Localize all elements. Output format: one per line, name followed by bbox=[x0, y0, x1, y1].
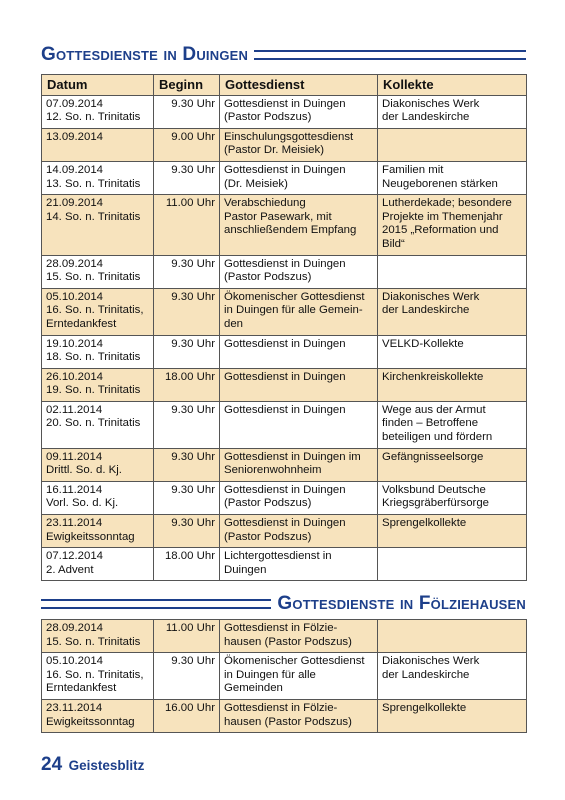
col-header-kollekte: Kollekte bbox=[378, 75, 527, 96]
cell-gottesdienst: Einschulungsgottesdienst (Pastor Dr. Meisiek) bbox=[220, 128, 378, 161]
table-row bbox=[42, 255, 527, 288]
cell-beginn: 9.30 Uhr bbox=[154, 288, 220, 335]
cell-datum: 23.11.2014 Ewigkeitssonntag bbox=[42, 515, 154, 548]
table-row bbox=[42, 448, 527, 481]
table-row bbox=[42, 481, 527, 514]
cell-beginn: 18.00 Uhr bbox=[154, 548, 220, 581]
table-row bbox=[42, 699, 527, 732]
cell-gottesdienst: Ökomenischer Gottesdienst in Duingen für alle Gemeinden bbox=[220, 653, 378, 700]
cell-gottesdienst: Gottesdienst in Duingen (Dr. Meisiek) bbox=[220, 161, 378, 194]
cell-datum: 05.10.2014 16. So. n. Trinitatis, Erntedankfest bbox=[42, 288, 154, 335]
table-row bbox=[42, 288, 527, 335]
cell-beginn: 9.30 Uhr bbox=[154, 95, 220, 128]
duingen-schedule-table bbox=[41, 74, 527, 581]
table-row bbox=[42, 368, 527, 401]
cell-kollekte: Lutherdekade; besondere Projekte im Themenjahr 2015 „Reformation und Bild“ bbox=[378, 195, 527, 255]
foelziehausen-schedule-table bbox=[41, 619, 527, 733]
table-row bbox=[42, 548, 527, 581]
cell-gottesdienst: Gottesdienst in Duingen (Pastor Podszus) bbox=[220, 481, 378, 514]
cell-datum: 23.11.2014 Ewigkeitssonntag bbox=[42, 699, 154, 732]
cell-datum: 07.12.2014 2. Advent bbox=[42, 548, 154, 581]
cell-kollekte: Sprengelkollekte bbox=[378, 515, 527, 548]
page-footer bbox=[41, 754, 144, 776]
cell-datum: 07.09.2014 12. So. n. Trinitatis bbox=[42, 95, 154, 128]
table-row bbox=[42, 653, 527, 700]
cell-datum: 14.09.2014 13. So. n. Trinitatis bbox=[42, 161, 154, 194]
cell-datum: 19.10.2014 18. So. n. Trinitatis bbox=[42, 335, 154, 368]
table-row bbox=[42, 195, 527, 255]
cell-beginn: 9.00 Uhr bbox=[154, 128, 220, 161]
cell-kollekte: Sprengelkollekte bbox=[378, 699, 527, 732]
cell-gottesdienst: Gottesdienst in Duingen im Seniorenwohnheim bbox=[220, 448, 378, 481]
table-row bbox=[42, 620, 527, 653]
cell-gottesdienst: Gottesdienst in Duingen bbox=[220, 335, 378, 368]
cell-kollekte: Volksbund Deutsche Kriegsgräberfürsorge bbox=[378, 481, 527, 514]
section-title: Gottesdienste in Fölziehausen bbox=[277, 593, 526, 614]
cell-gottesdienst: Lichtergottesdienst in Duingen bbox=[220, 548, 378, 581]
title-rule bbox=[41, 599, 271, 609]
cell-beginn: 9.30 Uhr bbox=[154, 448, 220, 481]
cell-gottesdienst: Gottesdienst in Duingen bbox=[220, 368, 378, 401]
cell-gottesdienst: Gottesdienst in Duingen bbox=[220, 401, 378, 448]
table-row bbox=[42, 161, 527, 194]
cell-kollekte: Diakonisches Werk der Landeskirche bbox=[378, 288, 527, 335]
table-row bbox=[42, 515, 527, 548]
col-header-datum: Datum bbox=[42, 75, 154, 96]
cell-datum: 21.09.2014 14. So. n. Trinitatis bbox=[42, 195, 154, 255]
section-header-duingen bbox=[41, 44, 526, 66]
cell-gottesdienst: Ökomenischer Gottesdienst in Duingen für alle Gemein- den bbox=[220, 288, 378, 335]
cell-beginn: 9.30 Uhr bbox=[154, 161, 220, 194]
cell-datum: 28.09.2014 15. So. n. Trinitatis bbox=[42, 620, 154, 653]
cell-gottesdienst: Gottesdienst in Duingen (Pastor Podszus) bbox=[220, 515, 378, 548]
cell-datum: 05.10.2014 16. So. n. Trinitatis, Erntedankfest bbox=[42, 653, 154, 700]
cell-beginn: 9.30 Uhr bbox=[154, 653, 220, 700]
cell-kollekte: VELKD-Kollekte bbox=[378, 335, 527, 368]
cell-beginn: 16.00 Uhr bbox=[154, 699, 220, 732]
cell-gottesdienst: Verabschiedung Pastor Pasewark, mit anschließendem Empfang bbox=[220, 195, 378, 255]
cell-beginn: 9.30 Uhr bbox=[154, 481, 220, 514]
cell-kollekte: Wege aus der Armut finden – Betroffene beteiligen und fördern bbox=[378, 401, 527, 448]
section-header-foelziehausen bbox=[41, 593, 526, 615]
cell-beginn: 9.30 Uhr bbox=[154, 515, 220, 548]
table-header-row bbox=[42, 75, 527, 96]
cell-kollekte: Gefängnisseelsorge bbox=[378, 448, 527, 481]
cell-kollekte bbox=[378, 255, 527, 288]
cell-datum: 09.11.2014 Drittl. So. d. Kj. bbox=[42, 448, 154, 481]
cell-beginn: 9.30 Uhr bbox=[154, 401, 220, 448]
page-number: 24 bbox=[41, 754, 63, 775]
cell-kollekte: Kirchenkreiskollekte bbox=[378, 368, 527, 401]
table-row bbox=[42, 128, 527, 161]
section-title: Gottesdienste in Duingen bbox=[41, 44, 249, 65]
cell-datum: 13.09.2014 bbox=[42, 128, 154, 161]
col-header-beginn: Beginn bbox=[154, 75, 220, 96]
table-row bbox=[42, 95, 527, 128]
table-row bbox=[42, 401, 527, 448]
cell-datum: 16.11.2014 Vorl. So. d. Kj. bbox=[42, 481, 154, 514]
cell-datum: 28.09.2014 15. So. n. Trinitatis bbox=[42, 255, 154, 288]
magazine-name: Geistesblitz bbox=[68, 758, 145, 773]
cell-gottesdienst: Gottesdienst in Fölzie- hausen (Pastor Podszus) bbox=[220, 620, 378, 653]
cell-kollekte bbox=[378, 128, 527, 161]
cell-beginn: 9.30 Uhr bbox=[154, 335, 220, 368]
table-row bbox=[42, 335, 527, 368]
cell-kollekte: Diakonisches Werk der Landeskirche bbox=[378, 95, 527, 128]
cell-gottesdienst: Gottesdienst in Duingen (Pastor Podszus) bbox=[220, 95, 378, 128]
cell-kollekte bbox=[378, 620, 527, 653]
cell-gottesdienst: Gottesdienst in Duingen (Pastor Podszus) bbox=[220, 255, 378, 288]
cell-kollekte bbox=[378, 548, 527, 581]
cell-beginn: 11.00 Uhr bbox=[154, 620, 220, 653]
cell-beginn: 9.30 Uhr bbox=[154, 255, 220, 288]
cell-datum: 26.10.2014 19. So. n. Trinitatis bbox=[42, 368, 154, 401]
cell-gottesdienst: Gottesdienst in Fölzie- hausen (Pastor Podszus) bbox=[220, 699, 378, 732]
col-header-gottesdienst: Gottesdienst bbox=[220, 75, 378, 96]
title-rule bbox=[254, 50, 526, 60]
cell-kollekte: Diakonisches Werk der Landeskirche bbox=[378, 653, 527, 700]
cell-beginn: 18.00 Uhr bbox=[154, 368, 220, 401]
cell-datum: 02.11.2014 20. So. n. Trinitatis bbox=[42, 401, 154, 448]
cell-kollekte: Familien mit Neugeborenen stärken bbox=[378, 161, 527, 194]
cell-beginn: 11.00 Uhr bbox=[154, 195, 220, 255]
